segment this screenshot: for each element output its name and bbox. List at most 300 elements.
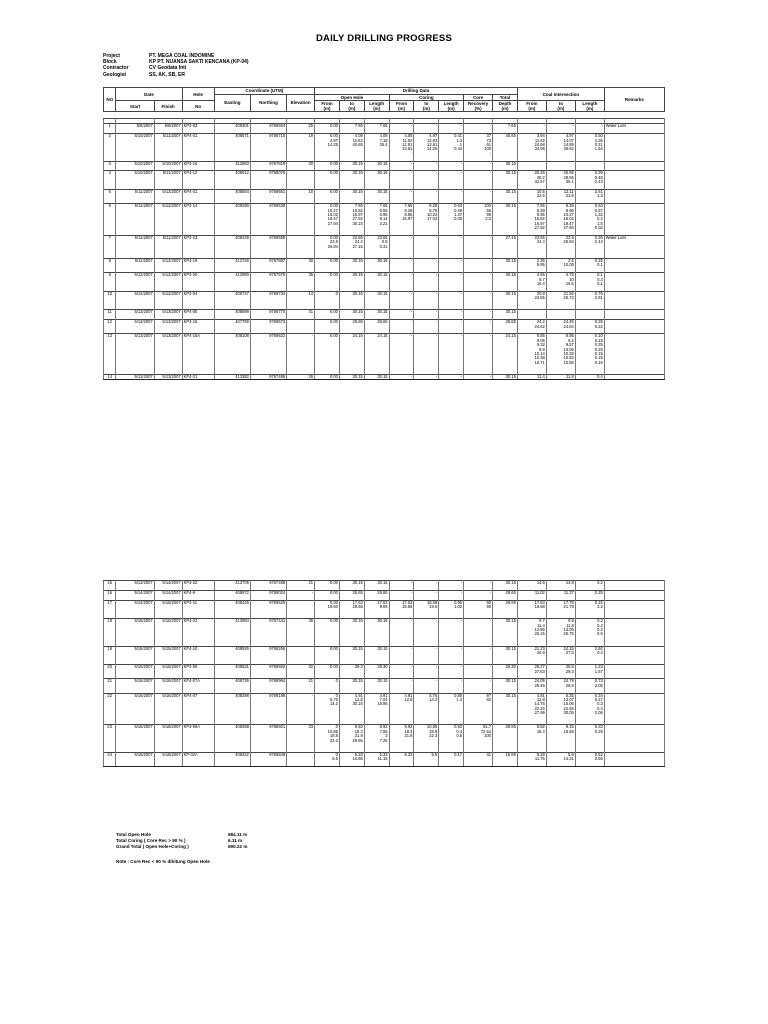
cell-total-depth: 30.15 — [493, 375, 518, 380]
cell-start-date: 5/11/2007 — [116, 236, 154, 241]
cell-start-date: 5/14/2007 — [116, 590, 154, 595]
cell-core-from: - — [389, 291, 414, 296]
cell-coal-from: 23.65 — [517, 296, 546, 300]
cell-no: 8 — [104, 259, 116, 264]
cell-coal-from: 25.45 — [517, 684, 546, 688]
cell-oh-length: 7.19 — [364, 139, 389, 143]
cell-finish-date: 5/14/2007 — [154, 590, 182, 595]
cell-coal-from: 7.65 — [517, 204, 546, 209]
cell-hole-no: KP4-20 — [182, 273, 214, 278]
cell-oh-from: 0.00 — [315, 124, 340, 129]
cell-oh-from: 0.00 — [315, 259, 340, 264]
cell-coal-from: 11.02 — [517, 590, 546, 595]
cell-elevation: 21 — [287, 679, 315, 684]
cell-coal-length: 0.62 — [575, 752, 604, 757]
cell-northing: 9767485 — [250, 375, 286, 380]
cell-core-to: 10.85 — [414, 725, 439, 730]
cell-recovery: 73 — [464, 139, 493, 143]
cell-coal-from: 23.65 — [517, 236, 546, 241]
header-finish: Finish — [154, 101, 182, 112]
cell-easting: 408612 — [214, 171, 250, 176]
cell-oh-length: 7.04 — [364, 698, 389, 702]
cell-finish-date: 5/8/2007 — [154, 124, 182, 129]
cell-oh-to: 30.15 — [339, 646, 364, 651]
cell-coal-length: 0.39 — [575, 171, 604, 176]
cell-oh-length: 30.15 — [364, 619, 389, 624]
cell-hole-no: KP4-9 — [182, 590, 214, 595]
cell-easting: 408926 — [214, 646, 250, 651]
cell-oh-from: 14.25 — [315, 143, 340, 147]
cell-total-depth: 30.15 — [493, 204, 518, 209]
cell-oh-to: 27.92 — [339, 217, 364, 221]
cell-oh-from: 0.00 — [315, 334, 340, 339]
cell-easting: 413984 — [214, 619, 250, 624]
cell-coal-length: 3.2 — [575, 605, 604, 609]
cell-hole-no: KP4-12 — [182, 171, 214, 176]
cell-northing: 9768964 — [250, 679, 286, 684]
cell-coal-to: 8.95 — [546, 334, 575, 339]
cell-coal-from: 20.8 — [517, 291, 546, 296]
cell-recovery: 99 — [464, 213, 493, 217]
cell-hole-no: KP4-21 — [182, 375, 214, 380]
cell-recovery: 81.7 — [464, 725, 493, 730]
cell-coal-length: 2.92 — [575, 646, 604, 651]
cell-start-date: 5/12/2007 — [116, 273, 154, 278]
cell-oh-to: 30.15 — [339, 273, 364, 278]
header-recovery: Recovery (%) — [464, 101, 493, 112]
cell-no: 16 — [104, 590, 116, 595]
cell-core-to: - — [414, 320, 439, 325]
cell-core-length: - — [439, 320, 464, 325]
cell-core-from: - — [389, 124, 414, 129]
cell-core-length: - — [439, 581, 464, 586]
cell-recovery: 100 — [464, 734, 493, 738]
cell-coal-from: 9.05 — [517, 339, 546, 343]
cell-coal-length: 2.36 — [575, 139, 604, 143]
cell-northing: 9769525 — [250, 600, 286, 605]
cell-northing: 9768770 — [250, 310, 286, 315]
cell-core-length: 0.48 — [439, 209, 464, 213]
cell-total-depth: 28.65 — [493, 320, 518, 325]
cell-oh-to: 30.15 — [339, 222, 364, 226]
cell-core-from: - — [389, 320, 414, 325]
cell-oh-length: 0.5 — [364, 240, 389, 244]
cell-finish-date: 5/18/2007 — [154, 725, 182, 730]
cell-core-from: - — [389, 581, 414, 586]
footnote: Note : Core Rec < 90 % dihitung Open Hole — [116, 859, 210, 864]
cell-oh-from: 0 — [315, 693, 340, 698]
header-hole: Hole — [182, 88, 214, 101]
cell-coal-from: 11.62 — [517, 139, 546, 143]
cell-coal-from: 11.4 — [517, 624, 546, 628]
cell-no: 3 — [104, 161, 116, 166]
cell-oh-length — [364, 762, 389, 767]
cell-recovery: - — [464, 291, 493, 296]
cell-elevation: 36 — [287, 619, 315, 624]
cell-oh-to: 16.65 — [339, 757, 364, 761]
cell-coal-from: 24.4 — [517, 240, 546, 244]
cell-start-date: 5/8/2007 — [116, 124, 154, 129]
cell-core-from: - — [389, 310, 414, 315]
cell-coal-from: 4.91 — [517, 693, 546, 698]
cell-oh-to: 40.65 — [339, 143, 364, 147]
cell-northing: 9767468 — [250, 581, 286, 586]
cell-no: 12 — [104, 320, 116, 325]
cell-coal-length: 0.2 — [575, 628, 604, 632]
cell-northing: 9768664 — [250, 124, 286, 129]
cell-coal-length: 2.44 — [575, 240, 604, 244]
cell-finish-date: 5/12/2007 — [154, 273, 182, 278]
cell-core-from: - — [389, 619, 414, 624]
cell-total-depth: 30.15 — [493, 291, 518, 296]
cell-total-depth: 30.15 — [493, 259, 518, 264]
cell-coal-length: 0.25 — [575, 343, 604, 347]
cell-oh-length: 0.95 — [364, 213, 389, 217]
cell-elevation: 26 — [287, 375, 315, 380]
cell-oh-from: 26.84 — [315, 245, 340, 249]
cell-elevation: 36 — [287, 273, 315, 278]
summary-value: 690.22 m — [228, 844, 248, 849]
cell-core-from: - — [389, 171, 414, 176]
cell-total-depth: 7.65 — [493, 124, 518, 129]
totals-summary — [116, 832, 247, 850]
cell-oh-from: 0.00 — [315, 204, 340, 209]
cell-northing: 9767575 — [250, 273, 286, 278]
cell-recovery: 90 — [464, 605, 493, 609]
cell-coal-length: 0.4 — [575, 624, 604, 628]
cell-core-length: - — [439, 310, 464, 315]
cell-coal-to: 26.75 — [546, 632, 575, 636]
header-ci-length: Length (m) — [575, 101, 604, 112]
cell-coal-from: 16.4 — [517, 282, 546, 286]
cell-hole-no: KP4-11 — [182, 600, 214, 605]
cell-total-depth: 30.15 — [493, 273, 518, 278]
cell-remarks: Water Loss — [604, 124, 664, 129]
cell-core-to: 10.22 — [414, 213, 439, 217]
cell-core-from: 18.4 — [389, 730, 414, 734]
cell-oh-length: 30.15 — [364, 375, 389, 380]
table-row — [104, 762, 665, 767]
project-info — [103, 53, 249, 78]
cell-core-to: - — [414, 334, 439, 339]
meta-key: Block — [103, 59, 117, 66]
cell-start-date: 5/13/2007 — [116, 581, 154, 586]
cell-remarks — [604, 762, 664, 767]
cell-total-depth: 30.15 — [493, 646, 518, 651]
cell-easting: 408298 — [214, 693, 250, 698]
cell-no: 18 — [104, 619, 116, 624]
cell-core-length: 0.5 — [439, 734, 464, 738]
cell-recovery: 61 — [464, 143, 493, 147]
cell-coal-to: 23.8 — [546, 194, 575, 198]
cell-oh-length: 0.31 — [364, 245, 389, 249]
summary-label: Total Open Hole — [116, 832, 151, 837]
cell-total-depth: 30.15 — [493, 161, 518, 166]
cell-recovery: 97 — [464, 693, 493, 698]
header-cr-length: Length (m) — [439, 101, 464, 112]
cell-recovery: - — [464, 581, 493, 586]
cell-oh-length: 7.65 — [364, 204, 389, 209]
cell-northing: 9768734 — [250, 291, 286, 296]
cell-coal-length: 0.4 — [575, 375, 604, 380]
cell-recovery: 100 — [464, 204, 493, 209]
cell-start-date: 5/14/2007 — [116, 600, 154, 605]
cell-oh-from: 0 — [315, 291, 340, 296]
cell-coal-length: 1.3 — [575, 194, 604, 198]
cell-oh-to: 5.33 — [339, 752, 364, 757]
cell-recovery: - — [464, 619, 493, 624]
cell-coal-length: 0.25 — [575, 320, 604, 325]
cell-oh-to: 30.15 — [339, 702, 364, 706]
cell-oh-to: 16.97 — [339, 213, 364, 217]
cell-core-to: - — [414, 310, 439, 315]
cell-coal-length: 0.29 — [575, 730, 604, 734]
cell-oh-to: 17.63 — [339, 600, 364, 605]
cell-core-to: 8.76 — [414, 209, 439, 213]
cell-oh-length: 30.15 — [364, 310, 389, 315]
cell-oh-from: 5.5 — [315, 757, 340, 761]
cell-start-date: 5/13/2007 — [116, 320, 154, 325]
cell-coal-length: 0.15 — [575, 352, 604, 356]
cell-core-from: 12.81 — [389, 143, 414, 147]
cell-easting: 408108 — [214, 334, 250, 339]
cell-northing — [250, 762, 286, 767]
cell-coal-length: 0.50 — [575, 134, 604, 139]
cell-oh-length: 30.15 — [364, 679, 389, 684]
cell-core-length: 1.4 — [439, 698, 464, 702]
cell-start-date: 5/10/2007 — [116, 171, 154, 176]
cell-start-date — [116, 762, 154, 767]
cell-oh-from: 18.8 — [315, 734, 340, 738]
cell-coal-to: 29.3 — [546, 670, 575, 674]
cell-oh-to: 29.3 — [339, 665, 364, 670]
cell-oh-to: 7.65 — [339, 124, 364, 129]
cell-coal-to: 9.15 — [546, 725, 575, 730]
cell-coal-from: 12.8 — [517, 698, 546, 702]
cell-core-to: - — [414, 236, 439, 241]
cell-core-length: - — [439, 291, 464, 296]
cell-easting: 408288 — [214, 725, 250, 730]
cell-core-to: - — [414, 590, 439, 595]
cell-coal-to: 22.55 — [546, 707, 575, 711]
cell-no — [104, 762, 116, 767]
cell-total-depth: 40.65 — [493, 134, 518, 139]
cell-core-to: 12.93 — [414, 139, 439, 143]
cell-oh-from: 0.00 — [315, 273, 340, 278]
cell-core-from: 8.28 — [389, 209, 414, 213]
cell-oh-from: 0.00 — [315, 646, 340, 651]
cell-core-to: - — [414, 273, 439, 278]
cell-coal-from: 32.67 — [517, 180, 546, 184]
cell-oh-length: 9.05 — [364, 605, 389, 609]
cell-oh-from: 16.02 — [315, 213, 340, 217]
cell-core-from: - — [389, 334, 414, 339]
cell-oh-to: 11.62 — [339, 139, 364, 143]
cell-oh-length: 7.65 — [364, 124, 389, 129]
cell-coal-from: 24.2 — [517, 320, 546, 325]
cell-oh-from: 0.00 — [315, 665, 340, 670]
cell-coal-length: 0.25 — [575, 348, 604, 352]
drilling-table-page2 — [103, 580, 665, 767]
cell-oh-from: 0 — [315, 679, 340, 684]
cell-core-from: 21.8 — [389, 734, 414, 738]
cell-core-length: - — [439, 273, 464, 278]
cell-recovery: - — [464, 679, 493, 684]
cell-northing: 9768849 — [250, 752, 286, 757]
cell-core-to: - — [414, 646, 439, 651]
cell-coal-length: 0.1 — [575, 263, 604, 267]
cell-start-date: 5/15/2007 — [116, 619, 154, 624]
cell-oh-to: 30.15 — [339, 291, 364, 296]
header-coring: Coring — [389, 94, 463, 101]
cell-coal-length: 2.43 — [575, 180, 604, 184]
cell-oh-length: 11.15 — [364, 757, 389, 761]
cell-northing: 9768921 — [250, 725, 286, 730]
cell-coal-length: 0.21 — [575, 143, 604, 147]
cell-recovery: - — [464, 646, 493, 651]
cell-coal-to: 13.11 — [546, 190, 575, 195]
cell-core-from: 17.63 — [389, 600, 414, 605]
cell-coal-to: 10.05 — [546, 348, 575, 352]
cell-start-date: 5/11/2007 — [116, 204, 154, 209]
cell-coal-length — [575, 762, 604, 767]
header-total: Total — [493, 94, 518, 101]
cell-core-from: - — [389, 259, 414, 264]
cell-recovery: - — [464, 190, 493, 195]
cell-coal-length: 0.76 — [575, 291, 604, 296]
cell-recovery: 72.54 — [464, 730, 493, 734]
cell-hole-no: KP4-07 — [182, 693, 214, 698]
cell-coal-from: 8.28 — [517, 209, 546, 213]
cell-coal-to: 26.73 — [546, 296, 575, 300]
cell-core-length: 0.4 — [439, 730, 464, 734]
cell-finish-date: 5/12/2007 — [154, 291, 182, 296]
cell-coal-from: 17.63 — [517, 600, 546, 605]
cell-oh-from: 10.27 — [315, 209, 340, 213]
cell-core-from: 9.92 — [389, 725, 414, 730]
cell-finish-date: 5/12/2007 — [154, 259, 182, 264]
cell-coal-from: 10.14 — [517, 352, 546, 356]
cell-northing: 9767441 — [250, 619, 286, 624]
cell-core-from: 18.58 — [389, 605, 414, 609]
cell-oh-from: 18.47 — [315, 217, 340, 221]
cell-coal-from: 26.26 — [517, 171, 546, 176]
cell-recovery: 37 — [464, 134, 493, 139]
cell-core-to: 18.58 — [414, 600, 439, 605]
cell-oh-from: 4.97 — [315, 139, 340, 143]
cell-core-from: - — [389, 590, 414, 595]
cell-oh-length: 23.65 — [364, 236, 389, 241]
cell-no: 14 — [104, 375, 116, 380]
cell-oh-to: 12.8 — [339, 698, 364, 702]
cell-elevation: 30 — [287, 259, 315, 264]
cell-northing: 9769573 — [250, 320, 286, 325]
cell-hole-no: KP4-06 — [182, 665, 214, 670]
cell-coal-from: 2.35 — [517, 259, 546, 264]
cell-oh-from: 0.00 — [315, 619, 340, 624]
header-cr-to: to (m) — [414, 101, 439, 112]
header-core: Core — [464, 94, 493, 101]
header-start: Start — [116, 101, 154, 112]
cell-oh-from: 0 — [315, 725, 340, 730]
cell-core-to: - — [414, 171, 439, 176]
cell-core-to: - — [414, 375, 439, 380]
cell-coal-from: 14.75 — [517, 702, 546, 706]
cell-coal-to: 10.86 — [546, 361, 575, 365]
cell-core-from: - — [389, 236, 414, 241]
cell-coal-length: 0.15 — [575, 339, 604, 343]
cell-recovery: - — [464, 320, 493, 325]
cell-coal-length: 1.23 — [575, 665, 604, 670]
cell-recovery: - — [464, 310, 493, 315]
cell-elevation: 10 — [287, 190, 315, 195]
cell-oh-length: 30.15 — [364, 259, 389, 264]
cell-core-length: - — [439, 334, 464, 339]
cell-finish-date: 5/16/2007 — [154, 619, 182, 624]
cell-easting: 408736 — [214, 679, 250, 684]
cell-easting: 408439 — [214, 236, 250, 241]
table-row — [104, 375, 665, 380]
cell-coal-length: 0.10 — [575, 334, 604, 339]
cell-hole-no: KP4-02 — [182, 124, 214, 129]
cell-hole-no: KP4-06A — [182, 725, 214, 730]
cell-oh-length: 28.65 — [364, 320, 389, 325]
cell-coal-length: 0.25 — [575, 590, 604, 595]
header-depth: Depth (m) — [493, 101, 518, 112]
cell-northing: 9767818 — [250, 161, 286, 166]
cell-oh-length: 30.15 — [364, 273, 389, 278]
cell-no: 17 — [104, 600, 116, 605]
cell-start-date: 5/10/2007 — [116, 161, 154, 166]
cell-total-depth: 28.65 — [493, 600, 518, 605]
cell-core-length: 0.93 — [439, 725, 464, 730]
cell-elevation: 21 — [287, 581, 315, 586]
cell-oh-to: 18.4 — [339, 730, 364, 734]
cell-core-from: - — [389, 190, 414, 195]
cell-oh-from: 0.00 — [315, 600, 340, 605]
cell-finish-date: 5/15/2007 — [154, 646, 182, 651]
cell-core-from: 7.65 — [389, 204, 414, 209]
cell-northing: 9768662 — [250, 665, 286, 670]
cell-finish-date: 5/13/2007 — [154, 310, 182, 315]
cell-core-to: - — [414, 190, 439, 195]
cell-total-depth: 28.65 — [493, 590, 518, 595]
cell-oh-length: 30.15 — [364, 291, 389, 296]
cell-coal-to: 35.1 — [546, 180, 575, 184]
cell-coal-from: 8.95 — [517, 213, 546, 217]
cell-recovery: 41 — [464, 752, 493, 757]
cell-core-to: 5.76 — [414, 693, 439, 698]
cell-oh-length: 9.14 — [364, 217, 389, 221]
cell-oh-from: 22.3 — [315, 739, 340, 743]
cell-coal-from: 12.85 — [517, 628, 546, 632]
cell-core-from: - — [389, 161, 414, 166]
cell-no: 22 — [104, 693, 116, 698]
cell-coal-to: 11.8 — [546, 375, 575, 380]
cell-no: 4 — [104, 171, 116, 176]
cell-coal-length: 0.25 — [575, 236, 604, 241]
cell-coal-to: 16.02 — [546, 217, 575, 221]
header-ci-to: to (m) — [546, 101, 575, 112]
cell-oh-from: 14.2 — [315, 702, 340, 706]
cell-oh-to: 28.65 — [339, 590, 364, 595]
cell-oh-from: 0.00 — [315, 236, 340, 241]
cell-coal-length: 0.27 — [575, 698, 604, 702]
cell-coal-length: 0.1 — [575, 273, 604, 278]
cell-coal-from: 21.23 — [517, 646, 546, 651]
cell-core-length: - — [439, 171, 464, 176]
cell-core-from: 13.81 — [389, 147, 414, 151]
